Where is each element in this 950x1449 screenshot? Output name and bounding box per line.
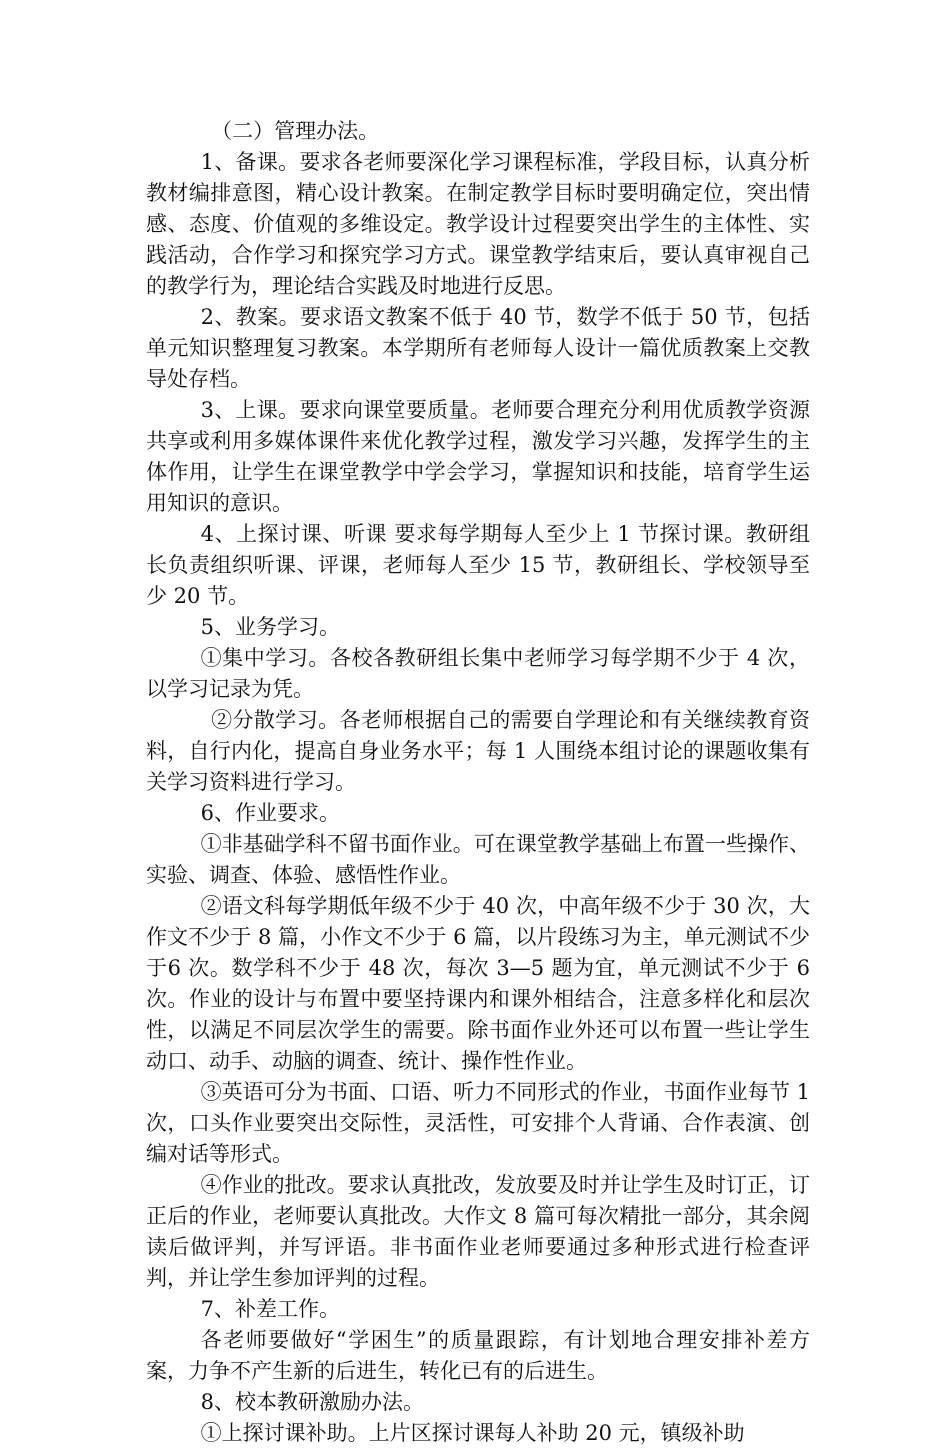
document-body <box>146 116 810 1449</box>
paragraph-incentive-heading: 8、校本教研激励办法。 <box>200 1390 424 1414</box>
paragraph-self-study: ②分散学习。各老师根据自己的需要自学理论和有关继续教育资料，自行内化，提高自身业务水平；每 1 人围绕本组讨论的课题收集有关学习资料进行学习。 <box>146 708 810 794</box>
paragraph-remedial: 各老师要做好“学困生”的质量跟踪，有计划地合理安排补差方案，力争不产生新的后进生，转化已有的后进生。 <box>146 1328 810 1383</box>
paragraph-group-study: ①集中学习。各校各教研组长集中老师学习每学期不少于 4 次，以学习记录为凭。 <box>146 646 810 701</box>
paragraph-homework-nonbasic: ①非基础学科不留书面作业。可在课堂教学基础上布置一些操作、实验、调查、体验、感悟性作业。 <box>146 832 810 887</box>
paragraph-incentive-subsidy: ①上探讨课补助。上片区探讨课每人补助 20 元，镇级补助 <box>200 1421 745 1445</box>
paragraph-homework-english: ③英语可分为书面、口语、听力不同形式的作业，书面作业每节 1次，口头作业要突出交际性，灵活性，可安排个人背诵、合作表演、创编对话等形式。 <box>146 1080 810 1166</box>
paragraph-observation: 4、上探讨课、听课 要求每学期每人至少上 1 节探讨课。教研组长负责组织听课、评课，老师每人至少 15 节，教研组长、学校领导至少 20 节。 <box>146 522 810 608</box>
paragraph-homework-heading: 6、作业要求。 <box>200 801 340 825</box>
section-heading: （二）管理办法。 <box>211 119 380 143</box>
paragraph-study-heading: 5、业务学习。 <box>200 615 340 639</box>
paragraph-homework-chinese-math: ②语文科每学期低年级不少于 40 次，中高年级不少于 30 次，大作文不少于 8 篇，小作文不少于 6 篇，以片段练习为主，单元测试不少于6 次。数学科不少于 48 次，每次 3—5 题为宜，单元测试不少于 6 次。作业的设计与布置中要坚持课内和课外相结合，注意多样化和层次性，以满足不同层次学生的需要。除书面作业外还可以布置一些让学生动口、动手、动脑的调查、统计、操作性作业。 <box>146 894 810 1073</box>
paragraph-teaching: 3、上课。要求向课堂要质量。老师要合理充分利用优质教学资源共享或利用多媒体课件来优化教学过程，激发学习兴趣，发挥学生的主体作用，让学生在课堂教学中学会学习，掌握知识和技能，培育学生运用知识的意识。 <box>146 398 810 515</box>
paragraph-remedial-heading: 7、补差工作。 <box>200 1297 340 1321</box>
paragraph-lesson-prep: 1、备课。要求各老师要深化学习课程标准，学段目标，认真分析教材编排意图，精心设计教案。在制定教学目标时要明确定位，突出情感、态度、价值观的多维设定。教学设计过程要突出学生的主体性、实践活动，合作学习和探究学习方式。课堂教学结束后，要认真审视自己的教学行为，理论结合实践及时地进行反思。 <box>146 150 810 298</box>
paragraph-homework-grading: ④作业的批改。要求认真批改，发放要及时并让学生及时订正，订正后的作业，老师要认真批改。大作文 8 篇可每次精批一部分，其余阅读后做评判，并写评语。非书面作业老师要通过多种形式进行检查评判，并让学生参加评判的过程。 <box>146 1173 810 1290</box>
paragraph-lesson-plans: 2、教案。要求语文教案不低于 40 节，数学不低于 50 节，包括单元知识整理复习教案。本学期所有老师每人设计一篇优质教案上交教导处存档。 <box>146 305 810 391</box>
